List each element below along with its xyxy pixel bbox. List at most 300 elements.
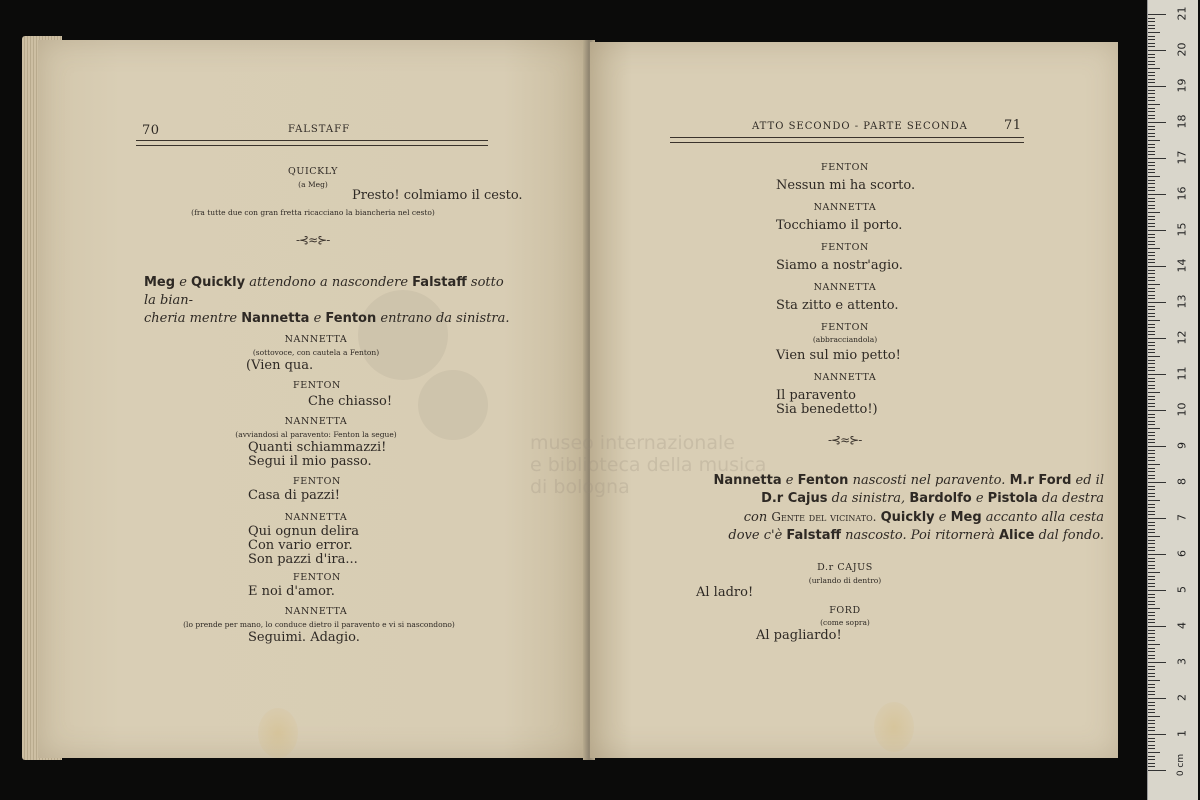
ruler-tick: [1148, 244, 1155, 245]
ruler-tick: [1148, 770, 1166, 771]
ruler-tick: [1148, 536, 1160, 537]
ruler-tick: [1148, 432, 1155, 433]
character-name: Falstaff: [786, 528, 841, 543]
ruler-tick: [1148, 313, 1155, 314]
running-head: FALSTAFF: [288, 124, 351, 135]
stage-text: ed il: [1071, 473, 1104, 488]
ruler-tick: [1148, 43, 1155, 44]
ruler-tick: [1148, 104, 1160, 105]
ruler-tick: [1148, 252, 1155, 253]
speaker-name: FENTON: [821, 242, 869, 253]
ruler-number: 10: [1175, 402, 1189, 417]
stage-text: accanto alla cesta: [981, 510, 1104, 525]
ruler-tick: [1148, 550, 1155, 551]
ornament-divider: -⊰≈⊱-: [296, 233, 330, 247]
ruler-number: 15: [1175, 222, 1189, 237]
speaker-name: QUICKLY: [287, 166, 339, 177]
ruler-tick: [1148, 262, 1155, 263]
ruler-tick: [1148, 172, 1155, 173]
ruler-tick: [1148, 763, 1155, 764]
ruler-tick: [1148, 658, 1155, 659]
ruler-tick: [1148, 673, 1155, 674]
ruler-tick: [1148, 111, 1155, 112]
verse-line: Qui ognun delira: [248, 524, 360, 539]
ruler-tick: [1148, 162, 1155, 163]
ruler-tick: [1148, 219, 1155, 220]
speaker-name: FORD: [829, 605, 861, 616]
stage-direction: (a Meg): [298, 180, 328, 189]
ruler-tick: [1148, 734, 1166, 735]
ruler-tick: [1148, 741, 1155, 742]
ruler-tick: [1148, 345, 1155, 346]
verse-line: Presto! colmiamo il cesto.: [352, 188, 523, 203]
page-number: 71: [1004, 118, 1022, 133]
group-name: Gente del vicinato.: [771, 510, 877, 524]
watermark-line: museo internazionale: [530, 432, 735, 454]
ruler-tick: [1148, 223, 1155, 224]
ruler-tick: [1148, 108, 1155, 109]
ruler-tick: [1148, 115, 1155, 116]
ruler-tick: [1148, 190, 1155, 191]
ruler-tick: [1148, 522, 1155, 523]
verse-line: Siamo a nostr'agio.: [776, 258, 903, 273]
speaker-name: FENTON: [821, 162, 869, 173]
measurement-ruler: [1147, 0, 1198, 800]
ruler-unit: 0 cm: [1176, 753, 1187, 777]
ruler-tick: [1148, 709, 1155, 710]
character-name: Pistola: [987, 491, 1038, 506]
ruler-tick: [1148, 450, 1155, 451]
stage-text: da destra: [1037, 491, 1104, 506]
ruler-tick: [1148, 291, 1155, 292]
ruler-number: 19: [1175, 78, 1189, 93]
ruler-tick: [1148, 518, 1166, 519]
verse-line: Son pazzi d'ira...: [248, 552, 358, 567]
verse-line: Seguimi. Adagio.: [248, 630, 360, 645]
ruler-tick: [1148, 316, 1155, 317]
ruler-tick: [1148, 72, 1155, 73]
verse-line: Nessun mi ha scorto.: [776, 178, 916, 193]
speaker-name: FENTON: [293, 572, 341, 583]
ornament-divider: -⊰≈⊱-: [828, 433, 862, 447]
ruler-tick: [1148, 367, 1155, 368]
verse-line: Vien sul mio petto!: [776, 348, 901, 363]
ruler-tick: [1148, 716, 1160, 717]
ruler-tick: [1148, 54, 1155, 55]
right-page: [530, 42, 1118, 758]
ruler-tick: [1148, 633, 1155, 634]
ruler-tick: [1148, 342, 1155, 343]
stage-text: e: [175, 275, 192, 290]
stage-direction: (lo prende per mano, lo conduce dietro il paravento e vi si nascondono): [183, 620, 455, 629]
ruler-tick: [1148, 604, 1155, 605]
ruler-tick: [1148, 648, 1155, 649]
ruler-number: 11: [1175, 366, 1189, 381]
ruler-tick: [1148, 147, 1155, 148]
ruler-tick: [1148, 435, 1155, 436]
ruler-tick: [1148, 529, 1155, 530]
ruler-tick: [1148, 255, 1155, 256]
stage-direction: (abbracciandola): [812, 335, 878, 344]
ruler-tick: [1148, 61, 1155, 62]
stage-text: dove c'è: [728, 528, 787, 543]
stage-text: e: [781, 473, 798, 488]
ruler-tick: [1148, 766, 1155, 767]
ruler-tick: [1148, 622, 1155, 623]
stage-text: con: [743, 510, 772, 525]
ruler-tick: [1148, 208, 1155, 209]
speaker-name: NANNETTA: [284, 606, 348, 617]
ruler-number: 9: [1175, 442, 1189, 449]
ruler-tick: [1148, 543, 1155, 544]
ruler-tick: [1148, 738, 1155, 739]
ruler-tick: [1148, 478, 1155, 479]
stage-text: da sinistra,: [827, 491, 910, 506]
ruler-tick: [1148, 349, 1155, 350]
ruler-tick: [1148, 75, 1155, 76]
stage-direction: (sottovoce, con cautela a Fenton): [252, 348, 380, 357]
ruler-tick: [1148, 280, 1155, 281]
ruler-tick: [1148, 392, 1160, 393]
ruler-tick: [1148, 756, 1155, 757]
ruler-tick: [1148, 194, 1166, 195]
paper-stain: [258, 708, 298, 758]
verse-line: Casa di pazzi!: [248, 488, 341, 503]
ruler-tick: [1148, 572, 1160, 573]
ruler-tick: [1148, 241, 1155, 242]
ruler-tick: [1148, 446, 1166, 447]
ruler-tick: [1148, 216, 1155, 217]
ruler-tick: [1148, 309, 1155, 310]
ruler-tick: [1148, 608, 1160, 609]
stage-direction: (fra tutte due con gran fretta ricacciano la biancheria nel cesto): [191, 208, 435, 217]
ruler-tick: [1148, 475, 1155, 476]
ruler-tick: [1148, 637, 1155, 638]
ruler-tick: [1148, 694, 1155, 695]
stage-text: dal fondo.: [1034, 528, 1104, 543]
ruler-tick: [1148, 540, 1155, 541]
stage-text: nascosti nel paravento.: [848, 473, 1010, 488]
ruler-tick: [1148, 284, 1160, 285]
character-name: Nannetta: [713, 473, 782, 488]
ruler-tick: [1148, 579, 1155, 580]
ruler-tick: [1148, 32, 1160, 33]
ruler-number: 6: [1175, 550, 1189, 557]
ruler-tick: [1148, 374, 1166, 375]
ruler-tick: [1148, 201, 1155, 202]
ruler-number: 3: [1175, 658, 1189, 665]
ruler-tick: [1148, 417, 1155, 418]
stage-text: e: [934, 510, 951, 525]
stage-text: e: [971, 491, 988, 506]
speaker-name: FENTON: [821, 322, 869, 333]
ruler-tick: [1148, 165, 1155, 166]
ruler-tick: [1148, 640, 1155, 641]
ruler-tick: [1148, 597, 1155, 598]
ruler-number: 2: [1175, 694, 1189, 701]
character-name: Meg: [950, 510, 982, 525]
ruler-tick: [1148, 86, 1166, 87]
ruler-tick: [1148, 126, 1155, 127]
ruler-number: 20: [1175, 42, 1189, 57]
ruler-tick: [1148, 745, 1155, 746]
ruler-tick: [1148, 712, 1155, 713]
ruler-tick: [1148, 118, 1155, 119]
ruler-tick: [1148, 662, 1166, 663]
stage-text: sotto la bian-: [144, 275, 504, 308]
ruler-tick: [1148, 525, 1155, 526]
ruler-tick: [1148, 410, 1166, 411]
stage-direction-paragraph: [674, 472, 1104, 545]
watermark-line: e biblioteca della musica: [530, 454, 767, 476]
watermark-line: di bologna: [530, 476, 630, 498]
ruler-tick: [1148, 370, 1155, 371]
ruler-tick: [1148, 691, 1155, 692]
ruler-tick: [1148, 568, 1155, 569]
speaker-name: D.r CAJUS: [817, 562, 873, 573]
ruler-tick: [1148, 57, 1155, 58]
ruler-tick: [1148, 727, 1155, 728]
ruler-number: 13: [1175, 294, 1189, 309]
ruler-tick: [1148, 129, 1155, 130]
ruler-tick: [1148, 586, 1155, 587]
ruler-tick: [1148, 151, 1155, 152]
ruler-number: 16: [1175, 186, 1189, 201]
ruler-tick: [1148, 482, 1166, 483]
speaker-name: NANNETTA: [284, 512, 348, 523]
ruler-tick: [1148, 176, 1160, 177]
character-name: D.r Cajus: [761, 491, 828, 506]
verse-line: Con vario error.: [248, 538, 353, 553]
ruler-tick: [1148, 169, 1155, 170]
ruler-tick: [1148, 306, 1155, 307]
ruler-tick: [1148, 79, 1155, 80]
ruler-tick: [1148, 644, 1160, 645]
ruler-tick: [1148, 698, 1166, 699]
stage-direction-paragraph: [144, 274, 514, 328]
ruler-tick: [1148, 532, 1155, 533]
ruler-number: 1: [1175, 730, 1189, 737]
ruler-tick: [1148, 626, 1166, 627]
ruler-tick: [1148, 594, 1155, 595]
ruler-tick: [1148, 273, 1155, 274]
header-rule: [670, 137, 1024, 143]
ruler-tick: [1148, 554, 1166, 555]
ruler-tick: [1148, 320, 1160, 321]
ruler-tick: [1148, 547, 1155, 548]
ruler-number: 7: [1175, 514, 1189, 521]
ruler-tick: [1148, 360, 1155, 361]
speaker-name: NANNETTA: [813, 282, 877, 293]
character-name: Falstaff: [412, 275, 467, 290]
ruler-tick: [1148, 288, 1155, 289]
ruler-tick: [1148, 388, 1155, 389]
ruler-tick: [1148, 277, 1155, 278]
ruler-tick: [1148, 183, 1155, 184]
ruler-tick: [1148, 421, 1155, 422]
ruler-tick: [1148, 630, 1155, 631]
stage-text: entrano da sinistra.: [376, 311, 510, 326]
stage-text: cheria mentre: [144, 311, 242, 326]
speaker-name: FENTON: [293, 380, 341, 391]
character-name: Bardolfo: [909, 491, 972, 506]
ruler-tick: [1148, 25, 1155, 26]
verse-line: (Vien qua.: [246, 358, 314, 373]
ruler-tick: [1148, 46, 1155, 47]
speaker-name: NANNETTA: [284, 334, 348, 345]
ruler-tick: [1148, 338, 1166, 339]
ruler-tick: [1148, 730, 1155, 731]
ruler-tick: [1148, 514, 1155, 515]
stage-direction: (urlando di dentro): [808, 576, 882, 585]
ruler-tick: [1148, 36, 1155, 37]
speaker-name: NANNETTA: [284, 416, 348, 427]
ruler-tick: [1148, 100, 1155, 101]
ruler-tick: [1148, 583, 1155, 584]
ruler-tick: [1148, 424, 1155, 425]
character-name: Fenton: [797, 473, 849, 488]
ruler-tick: [1148, 723, 1155, 724]
ruler-tick: [1148, 669, 1155, 670]
ruler-tick: [1148, 334, 1155, 335]
ruler-tick: [1148, 684, 1155, 685]
ruler-tick: [1148, 442, 1155, 443]
ruler-tick: [1148, 144, 1155, 145]
stage-text: e: [309, 311, 326, 326]
verse-line: Al ladro!: [696, 585, 754, 600]
ruler-tick: [1148, 500, 1160, 501]
ruler-tick: [1148, 133, 1155, 134]
verse-line: E noi d'amor.: [248, 584, 335, 599]
character-name: Quickly: [880, 510, 935, 525]
ruler-tick: [1148, 331, 1155, 332]
stage-direction: (come sopra): [820, 618, 870, 627]
ruler-tick: [1148, 154, 1155, 155]
ruler-tick: [1148, 237, 1155, 238]
ruler-tick: [1148, 327, 1155, 328]
ruler-tick: [1148, 234, 1155, 235]
verse-line: Sia benedetto!): [776, 402, 878, 417]
ruler-tick: [1148, 198, 1155, 199]
character-name: Meg: [144, 275, 176, 290]
ruler-tick: [1148, 230, 1166, 231]
ruler-tick: [1148, 68, 1160, 69]
ruler-tick: [1148, 590, 1166, 591]
ruler-tick: [1148, 399, 1155, 400]
ruler-tick: [1148, 507, 1155, 508]
ruler-tick: [1148, 576, 1155, 577]
ruler-tick: [1148, 680, 1160, 681]
ruler-tick: [1148, 439, 1155, 440]
character-name: M.r Ford: [1009, 473, 1072, 488]
ruler-tick: [1148, 720, 1155, 721]
ruler-tick: [1148, 496, 1155, 497]
ruler-tick: [1148, 158, 1166, 159]
ruler-tick: [1148, 460, 1155, 461]
ruler-tick: [1148, 489, 1155, 490]
ruler-tick: [1148, 39, 1155, 40]
ruler-number: 4: [1175, 622, 1189, 629]
left-page: [38, 40, 586, 758]
stage-text: nascosto. Poi ritornerà: [841, 528, 999, 543]
ruler-number: 18: [1175, 114, 1189, 129]
ruler-tick: [1148, 619, 1155, 620]
ruler-tick: [1148, 93, 1155, 94]
ruler-tick: [1148, 187, 1155, 188]
ruler-tick: [1148, 324, 1155, 325]
ruler-tick: [1148, 705, 1155, 706]
ruler-tick: [1148, 471, 1155, 472]
verse-line: Segui il mio passo.: [248, 454, 372, 469]
ruler-number: 17: [1175, 150, 1189, 165]
ruler-tick: [1148, 295, 1155, 296]
ruler-tick: [1148, 352, 1155, 353]
ruler-tick: [1148, 378, 1155, 379]
ruler-tick: [1148, 90, 1155, 91]
ruler-number: 12: [1175, 330, 1189, 345]
verse-line: Sta zitto e attento.: [776, 298, 899, 313]
ruler-tick: [1148, 453, 1155, 454]
speaker-name: FENTON: [293, 476, 341, 487]
ruler-tick: [1148, 396, 1155, 397]
ruler-tick: [1148, 651, 1155, 652]
ruler-tick: [1148, 752, 1160, 753]
stage-direction: (avviandosi al paravento: Fenton la segue): [235, 430, 397, 439]
verse-line: Il paravento: [776, 388, 856, 403]
ruler-number: 14: [1175, 258, 1189, 273]
ruler-tick: [1148, 565, 1155, 566]
character-name: Nannetta: [241, 311, 310, 326]
ruler-tick: [1148, 18, 1155, 19]
speaker-name: NANNETTA: [813, 372, 877, 383]
ruler-tick: [1148, 97, 1155, 98]
speaker-name: NANNETTA: [813, 202, 877, 213]
paper-stain: [874, 702, 914, 752]
ruler-tick: [1148, 601, 1155, 602]
verse-line: Tocchiamo il porto.: [776, 218, 903, 233]
ruler-tick: [1148, 226, 1155, 227]
ruler-tick: [1148, 122, 1166, 123]
character-name: Alice: [998, 528, 1035, 543]
stage-text: attendono a nascondere: [245, 275, 413, 290]
ruler-tick: [1148, 493, 1155, 494]
ruler-tick: [1148, 428, 1160, 429]
ruler-tick: [1148, 82, 1155, 83]
ruler-tick: [1148, 406, 1155, 407]
ruler-tick: [1148, 511, 1155, 512]
ruler-tick: [1148, 558, 1155, 559]
ruler-tick: [1148, 486, 1155, 487]
character-name: Quickly: [191, 275, 246, 290]
character-name: Fenton: [325, 311, 377, 326]
ruler-tick: [1148, 676, 1155, 677]
ruler-tick: [1148, 212, 1160, 213]
ruler-number: 8: [1175, 478, 1189, 485]
ruler-tick: [1148, 655, 1155, 656]
ruler-tick: [1148, 180, 1155, 181]
header-rule: [136, 140, 488, 146]
verse-line: Quanti schiammazzi!: [248, 440, 387, 455]
ruler-tick: [1148, 136, 1155, 137]
ruler-tick: [1148, 666, 1155, 667]
ruler-tick: [1148, 759, 1155, 760]
ruler-tick: [1148, 64, 1155, 65]
ruler-tick: [1148, 468, 1155, 469]
ruler-tick: [1148, 259, 1155, 260]
ruler-tick: [1148, 414, 1155, 415]
running-head: ATTO SECONDO - PARTE SECONDA: [752, 121, 968, 132]
ruler-tick: [1148, 140, 1160, 141]
